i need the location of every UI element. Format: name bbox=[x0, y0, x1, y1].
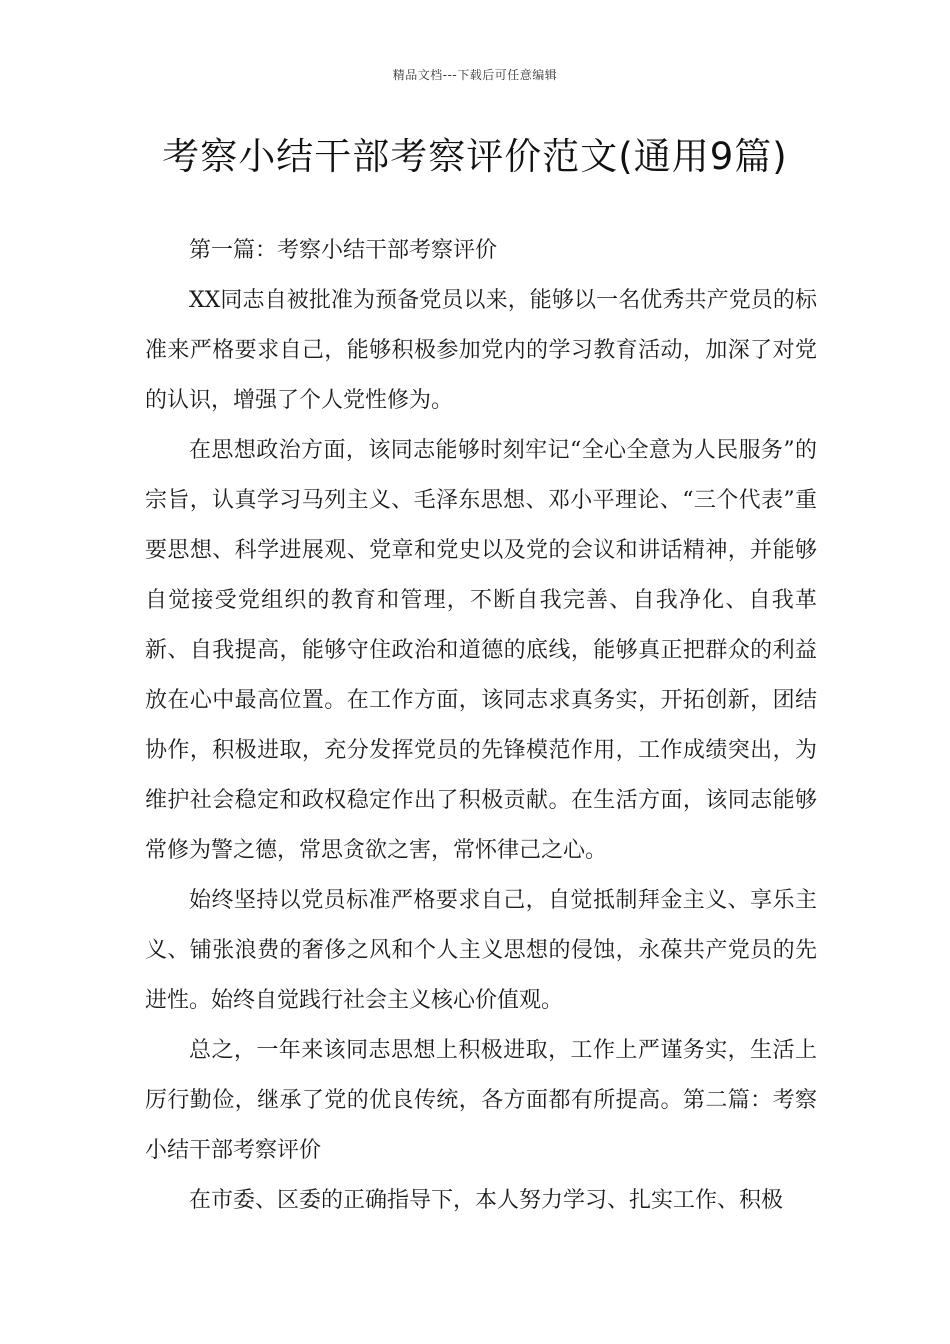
document-title: 考察小结干部考察评价范文(通用9篇) bbox=[162, 135, 788, 178]
page-header: 精品文档---下载后可任意编辑 bbox=[392, 68, 558, 82]
paragraph: XX同志自被批准为预备党员以来，能够以一名优秀共产党员的标准来严格要求自己，能够积极参加党内的学习教育活动，加深了对党的认识，增强了个人党性修为。 bbox=[145, 288, 817, 413]
paragraph: 在思想政治方面，该同志能够时刻牢记“全心全意为人民服务”的宗旨，认真学习马列主义、毛泽东思想、邓小平理论、“三个代表”重要思想、科学进展观、党章和党史以及党的会议和讲话精神，并能够自觉接受党组织的教育和管理，不断自我完善、自我净化、自我革新、自我提高，能够守住政治和道德的底线，能够真正把群众的利益放在心中最高位置。在工作方面，该同志求真务实，开拓创新，团结协作，积极进取，充分发挥党员的先锋模范作用，工作成绩突出，为维护社会稳定和政权稳定作出了积极贡献。在生活方面，该同志能够常修为警之德，常思贪欲之害，常怀律己之心。 bbox=[145, 438, 817, 863]
section-heading-1: 第一篇：考察小结干部考察评价 bbox=[189, 238, 498, 263]
paragraph: 在市委、区委的正确指导下，本人努力学习、扎实工作、积极 bbox=[189, 1188, 784, 1213]
paragraph: 始终坚持以党员标准严格要求自己，自觉抵制拜金主义、享乐主义、铺张浪费的奢侈之风和个人主义思想的侵蚀，永葆共产党员的先进性。始终自觉践行社会主义核心价值观。 bbox=[145, 888, 817, 1013]
document-body bbox=[145, 226, 817, 1226]
paragraph: 总之，一年来该同志思想上积极进取，工作上严谨务实，生活上厉行勤俭，继承了党的优良传统，各方面都有所提高。第二篇：考察小结干部考察评价 bbox=[145, 1038, 817, 1163]
